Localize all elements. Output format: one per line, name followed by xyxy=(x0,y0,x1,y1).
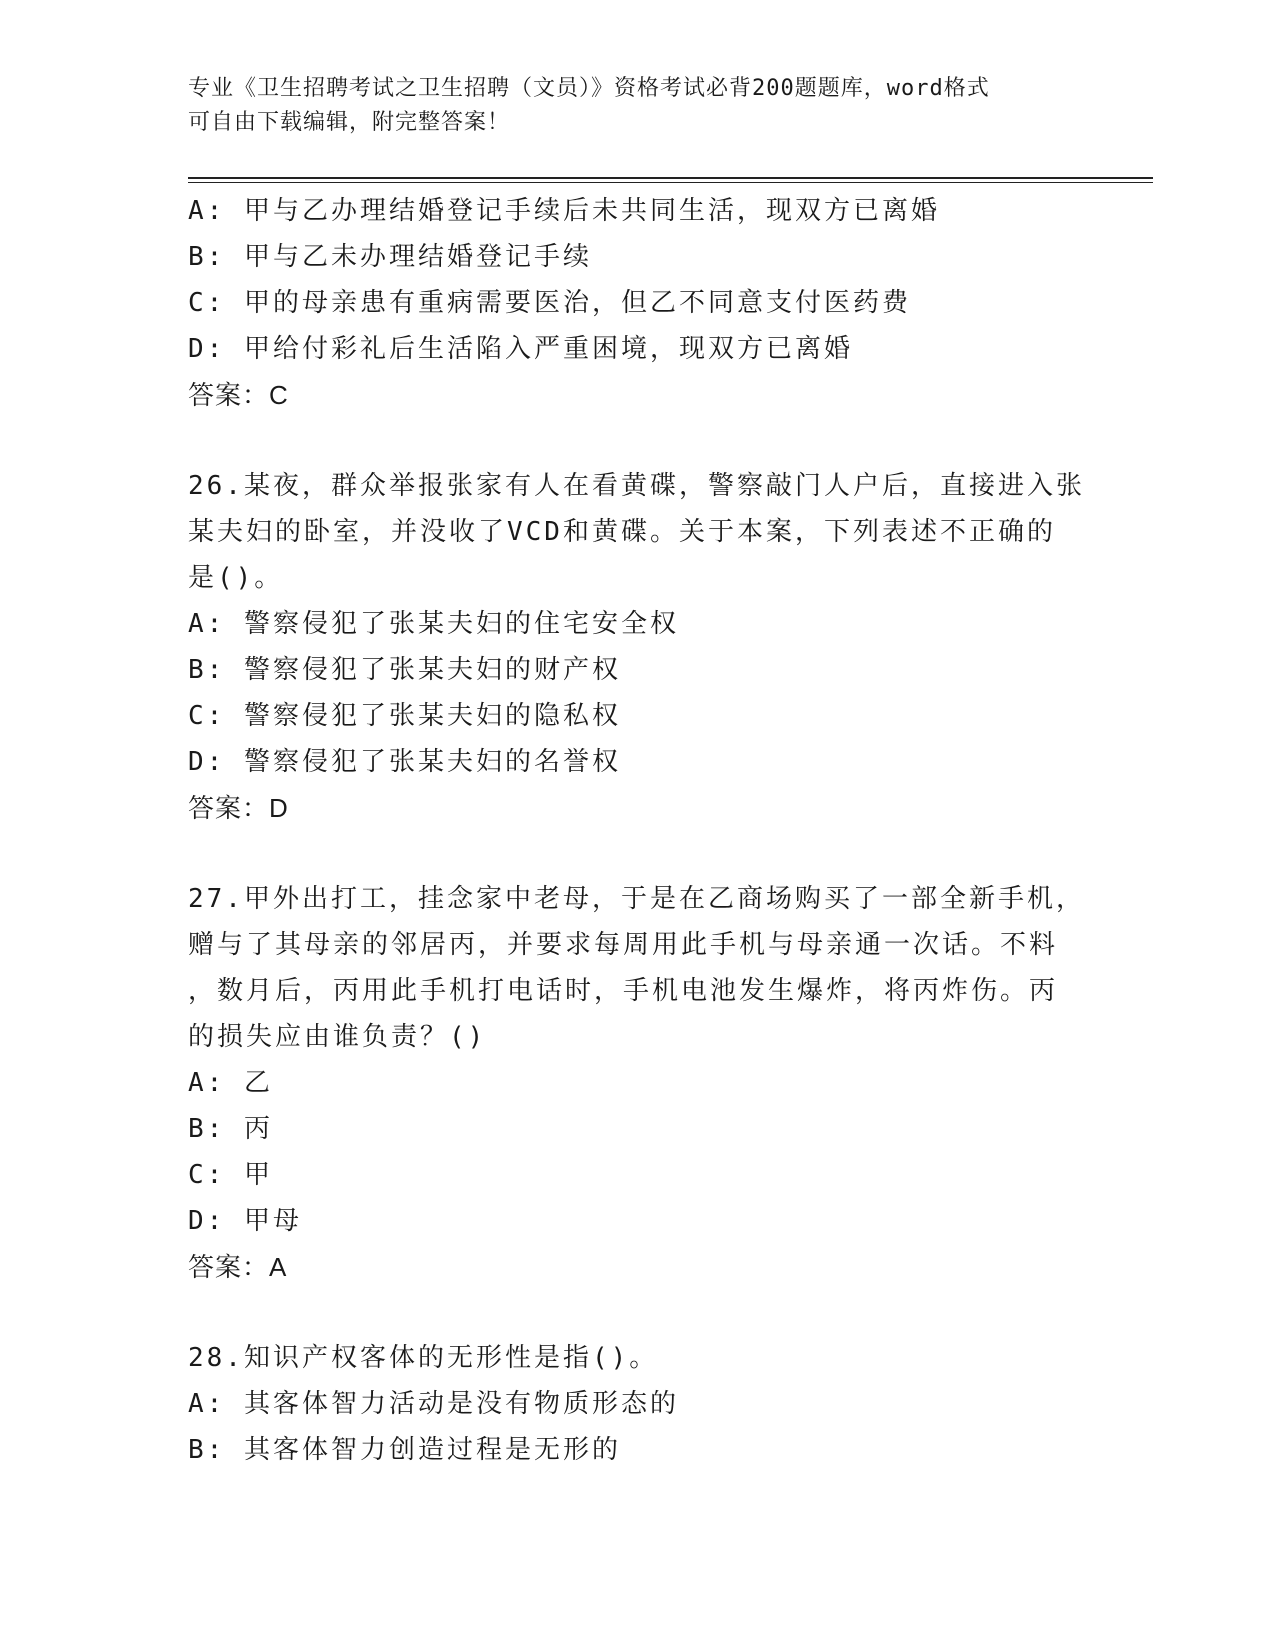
option-d: D: 甲母 xyxy=(188,1206,302,1236)
option-c: C: 甲的母亲患有重病需要医治，但乙不同意支付医药费 xyxy=(188,288,911,318)
option-b: B: 丙 xyxy=(188,1114,273,1144)
option-a: A: 甲与乙办理结婚登记手续后未共同生活，现双方已离婚 xyxy=(188,196,940,226)
header-divider-thin xyxy=(188,182,1153,183)
question-25 xyxy=(188,188,1088,418)
option-c: C: 警察侵犯了张某夫妇的隐私权 xyxy=(188,701,621,731)
option-a: A: 其客体智力活动是没有物质形态的 xyxy=(188,1389,679,1419)
option-b: B: 其客体智力创造过程是无形的 xyxy=(188,1435,621,1465)
answer: 答案：A xyxy=(188,1252,288,1282)
question-stem-line: 28.知识产权客体的无形性是指()。 xyxy=(188,1343,659,1373)
question-list xyxy=(188,188,1088,1473)
question-stem-line: 是()。 xyxy=(188,563,284,593)
question-26 xyxy=(188,463,1088,831)
option-c: C: 甲 xyxy=(188,1160,273,1190)
header-line-2: 可自由下载编辑，附完整答案！ xyxy=(188,110,511,135)
answer: 答案：C xyxy=(188,380,289,410)
question-stem-line: ，数月后，丙用此手机打电话时，手机电池发生爆炸，将丙炸伤。丙 xyxy=(188,976,1059,1006)
option-a: A: 乙 xyxy=(188,1068,273,1098)
option-d: D: 警察侵犯了张某夫妇的名誉权 xyxy=(188,747,621,777)
question-stem-line: 26.某夜，群众举报张家有人在看黄碟，警察敲门人户后，直接进入张 xyxy=(188,471,1085,501)
option-d: D: 甲给付彩礼后生活陷入严重困境，现双方已离婚 xyxy=(188,334,853,364)
question-stem-line: 赠与了其母亲的邻居丙，并要求每周用此手机与母亲通一次话。不料 xyxy=(188,930,1059,960)
option-b: B: 警察侵犯了张某夫妇的财产权 xyxy=(188,655,621,685)
question-stem-line: 27.甲外出打工，挂念家中老母，于是在乙商场购买了一部全新手机， xyxy=(188,884,1085,914)
document-header xyxy=(188,72,1088,140)
question-stem-line: 某夫妇的卧室，并没收了VCD和黄碟。关于本案，下列表述不正确的 xyxy=(188,517,1056,547)
answer: 答案：D xyxy=(188,793,289,823)
header-line-1: 专业《卫生招聘考试之卫生招聘（文员）》资格考试必背200题题库，word格式 xyxy=(188,76,990,101)
question-28 xyxy=(188,1335,1088,1473)
question-27 xyxy=(188,876,1088,1290)
option-b: B: 甲与乙未办理结婚登记手续 xyxy=(188,242,592,272)
question-stem-line: 的损失应由谁负责？() xyxy=(188,1022,487,1052)
option-a: A: 警察侵犯了张某夫妇的住宅安全权 xyxy=(188,609,679,639)
header-divider-thick xyxy=(188,177,1153,179)
